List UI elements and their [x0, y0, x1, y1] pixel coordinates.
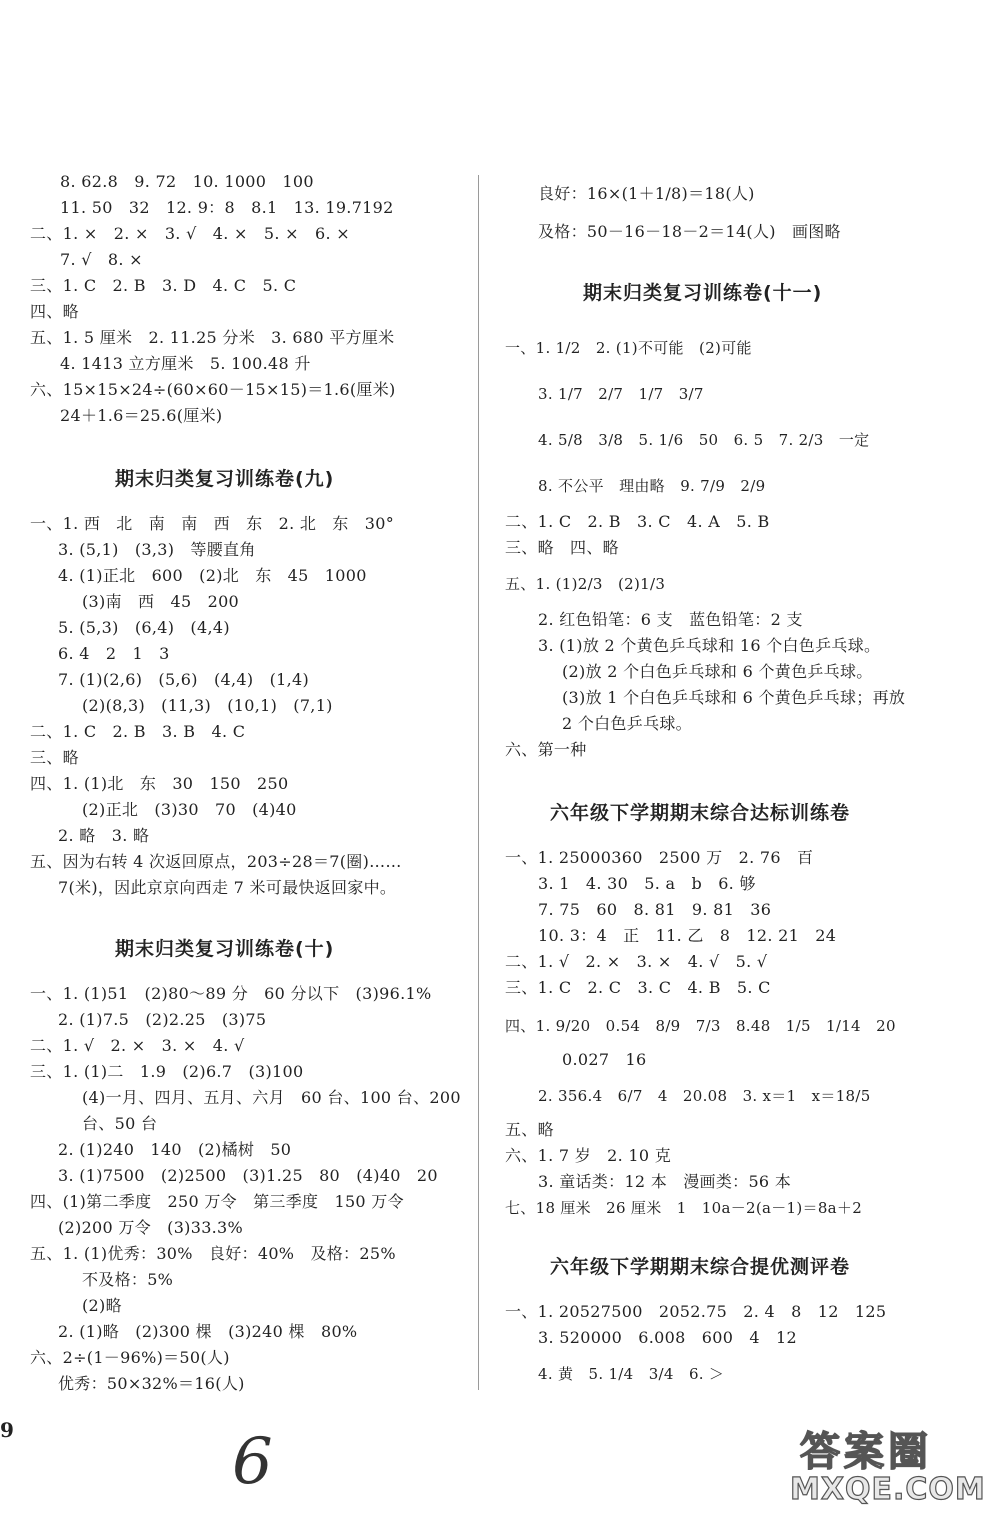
answer-line: 4. 5/8 3/8 5. 1/6 50 6. 5 7. 2/3 一定: [538, 431, 870, 449]
answer-line: 6. 4 2 1 3: [58, 644, 170, 663]
answer-line: 三、1. (1)二 1.9 (2)6.7 (3)100: [30, 1062, 304, 1081]
answer-line: 四、略: [30, 302, 79, 321]
answer-line: 2. (1)240 140 (2)橘树 50: [58, 1140, 292, 1159]
answer-line: 二、1. C 2. B 3. C 4. A 5. B: [505, 512, 770, 531]
answer-line: 2. (1)7.5 (2)2.25 (3)75: [58, 1010, 267, 1029]
answer-line: 不及格：5%: [82, 1270, 174, 1289]
section-title: 六年级下学期期末综合提优测评卷: [550, 1256, 851, 1278]
answer-line: 一、1. 1/2 2. (1)不可能 (2)可能: [505, 339, 752, 357]
answer-line: 五、因为右转 4 次返回原点，203÷28＝7(圈)……: [30, 852, 402, 871]
section-title: 期末归类复习训练卷(九): [115, 468, 335, 490]
answer-line: 2. 红色铅笔：6 支 蓝色铅笔：2 支: [538, 610, 803, 629]
handwritten-mark: 6: [232, 1425, 273, 1499]
answer-line: 及格：50－16－18－2＝14(人) 画图略: [538, 222, 841, 241]
answer-line: 一、1. (1)51 (2)80～89 分 60 分以下 (3)96.1%: [30, 984, 432, 1003]
answer-line: 4. 黄 5. 1/4 3/4 6. ＞: [538, 1365, 725, 1383]
answer-line: 11. 50 32 12. 9：8 8.1 13. 19.7192: [60, 198, 394, 217]
answer-line: 二、1. √ 2. × 3. × 4. √: [30, 1036, 245, 1055]
answer-line: 3. 1/7 2/7 1/7 3/7: [538, 385, 704, 403]
answer-line: 5. (5,3) (6,4) (4,4): [58, 618, 230, 637]
answer-line: 六、15×15×24÷(60×60－15×15)＝1.6(厘米): [30, 380, 396, 399]
answer-line: 3. (5,1) (3,3) 等腰直角: [58, 540, 256, 559]
answer-line: 六、2÷(1－96%)＝50(人): [30, 1348, 230, 1367]
answer-line: 3. 1 4. 30 5. a b 6. 够: [538, 874, 756, 893]
column-divider: [478, 175, 479, 1390]
page-number: 9: [0, 1418, 14, 1442]
answer-line: 2 个白色乒乓球。: [562, 714, 692, 733]
answer-line: 一、1. 20527500 2052.75 2. 4 8 12 125: [505, 1302, 887, 1321]
answer-line: 7(米)，因此京京向西走 7 米可最快返回家中。: [58, 878, 397, 897]
answer-line: (3)南 西 45 200: [82, 592, 240, 611]
answer-line: 8. 不公平 理由略 9. 7/9 2/9: [538, 477, 766, 495]
answer-line: 10. 3：4 正 11. 乙 8 12. 21 24: [538, 926, 837, 945]
answer-line: 六、1. 7 岁 2. 10 克: [505, 1146, 672, 1165]
answer-line: (2)略: [82, 1296, 122, 1315]
answer-line: 3. 童话类：12 本 漫画类：56 本: [538, 1172, 792, 1191]
answer-line: 3. 520000 6.008 600 4 12: [538, 1328, 797, 1347]
answer-line: 五、1. (1)2/3 (2)1/3: [505, 575, 666, 593]
answer-line: (2)(8,3) (11,3) (10,1) (7,1): [82, 696, 333, 715]
answer-line: (4)一月、四月、五月、六月 60 台、100 台、200: [82, 1088, 461, 1107]
answer-line: 二、1. × 2. × 3. √ 4. × 5. × 6. ×: [30, 224, 350, 243]
answer-line: 四、1. 9/20 0.54 8/9 7/3 8.48 1/5 1/14 20: [505, 1017, 896, 1035]
answer-line: 三、略: [30, 748, 79, 767]
answer-line: 8. 62.8 9. 72 10. 1000 100: [60, 172, 314, 191]
answer-line: 台、50 台: [82, 1114, 158, 1133]
answer-line: 七、18 厘米 26 厘米 1 10a－2(a－1)＝8a＋2: [505, 1199, 863, 1217]
answer-line: 六、第一种: [505, 740, 587, 759]
answer-line: 24＋1.6＝25.6(厘米): [60, 406, 223, 425]
answer-line: 二、1. C 2. B 3. B 4. C: [30, 722, 246, 741]
watermark-url: MXQE.COM: [790, 1472, 986, 1507]
answer-line: 2. (1)略 (2)300 棵 (3)240 棵 80%: [58, 1322, 358, 1341]
answer-line: 三、略 四、略: [505, 538, 619, 557]
answer-line: 四、1. (1)北 东 30 150 250: [30, 774, 289, 793]
answer-line: 4. (1)正北 600 (2)北 东 45 1000: [58, 566, 367, 585]
answer-line: 五、1. (1)优秀：30% 良好：40% 及格：25%: [30, 1244, 396, 1263]
answer-line: 3. (1)7500 (2)2500 (3)1.25 80 (4)40 20: [58, 1166, 438, 1185]
answer-line: (2)200 万令 (3)33.3%: [58, 1218, 244, 1237]
answer-line: 一、1. 西 北 南 南 西 东 2. 北 东 30°: [30, 514, 395, 533]
answer-line: (3)放 1 个白色乒乓球和 6 个黄色乒乓球；再放: [562, 688, 906, 707]
answer-line: 2. 356.4 6/7 4 20.08 3. x＝1 x＝18/5: [538, 1087, 871, 1105]
answer-line: 一、1. 25000360 2500 万 2. 76 百: [505, 848, 814, 867]
answer-line: 二、1. √ 2. × 3. × 4. √ 5. √: [505, 952, 768, 971]
answer-line: 三、1. C 2. B 3. D 4. C 5. C: [30, 276, 297, 295]
section-title: 期末归类复习训练卷(十): [115, 938, 335, 960]
watermark-title: 答案圈: [800, 1429, 932, 1475]
answer-line: 4. 1413 立方厘米 5. 100.48 升: [60, 354, 311, 373]
answer-line: (2)正北 (3)30 70 (4)40: [82, 800, 297, 819]
answer-line: 优秀：50×32%＝16(人): [58, 1374, 245, 1393]
answer-line: 3. (1)放 2 个黄色乒乓球和 16 个白色乒乓球。: [538, 636, 881, 655]
answer-line: 三、1. C 2. C 3. C 4. B 5. C: [505, 978, 771, 997]
answer-line: 7. √ 8. ×: [60, 250, 143, 269]
answer-line: (2)放 2 个白色乒乓球和 6 个黄色乒乓球。: [562, 662, 873, 681]
answer-line: 四、(1)第二季度 250 万令 第三季度 150 万令: [30, 1192, 404, 1211]
answer-line: 五、1. 5 厘米 2. 11.25 分米 3. 680 平方厘米: [30, 328, 395, 347]
answer-line: 良好：16×(1＋1/8)＝18(人): [538, 184, 755, 203]
section-title: 期末归类复习训练卷(十一): [583, 282, 823, 304]
answer-line: 2. 略 3. 略: [58, 826, 150, 845]
answer-line: 五、略: [505, 1120, 554, 1139]
answer-line: 7. (1)(2,6) (5,6) (4,4) (1,4): [58, 670, 310, 689]
watermark-logo: [790, 1420, 995, 1510]
answer-line: 0.027 16: [562, 1050, 647, 1069]
section-title: 六年级下学期期末综合达标训练卷: [550, 802, 851, 824]
answer-line: 7. 75 60 8. 81 9. 81 36: [538, 900, 772, 919]
